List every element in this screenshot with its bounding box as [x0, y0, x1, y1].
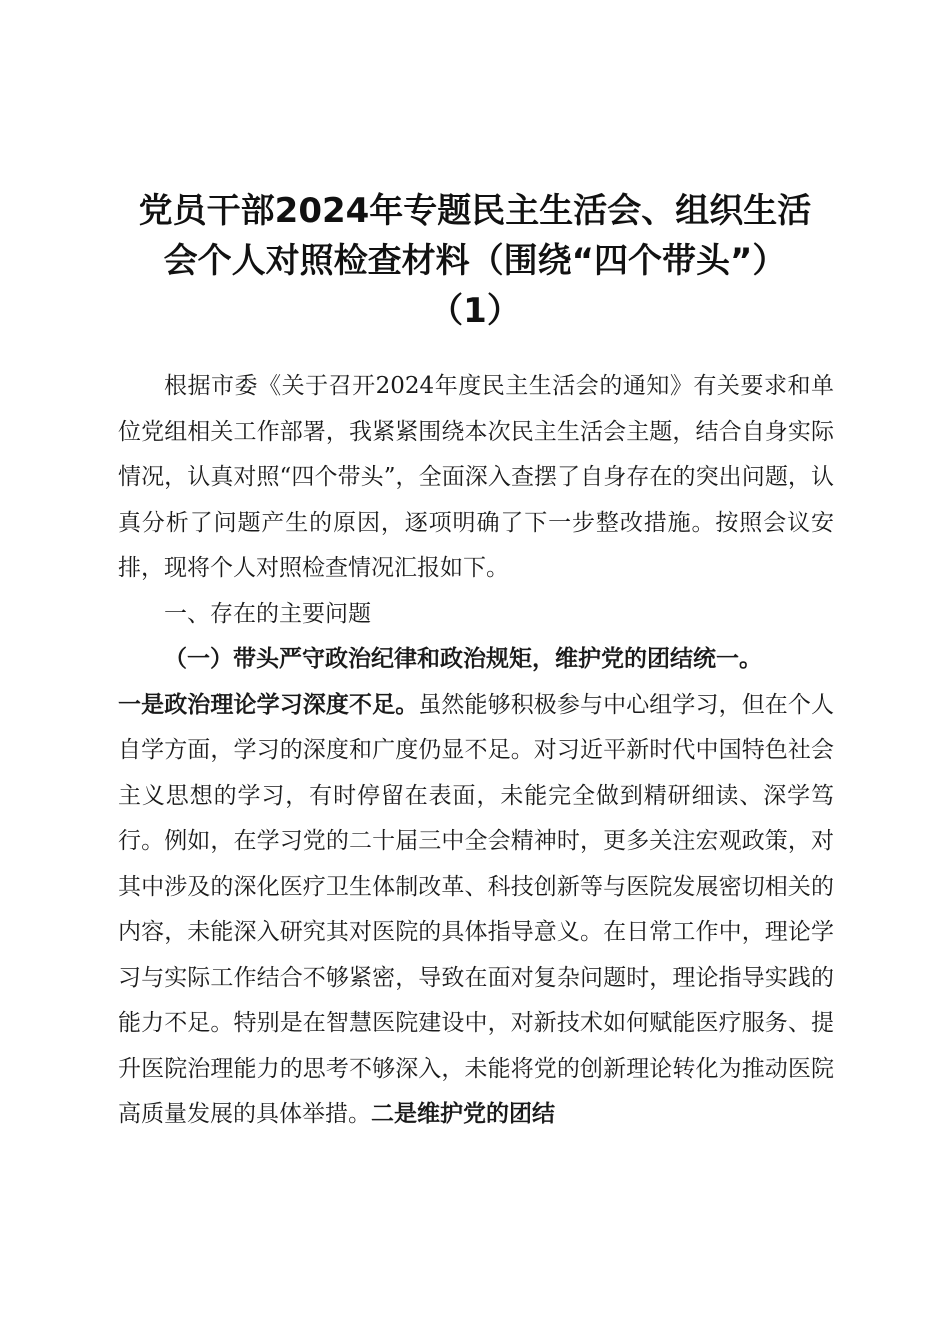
- intro-paragraph: 根据市委《关于召开2024年度民主生活会的通知》有关要求和单位党组相关工作部署，我紧紧围绕本次民主生活会主题，结合自身实际情况，认真对照“四个带头”，全面深入查摆了自身存在的突出问题，认真分析了问题产生的原因，逐项明确了下一步整改措施。按照会议安排，现将个人对照检查情况汇报如下。: [118, 373, 834, 581]
- point-1-paragraph: [118, 683, 834, 1138]
- title-line-2: 会个人对照检查材料（围绕“四个带头”）: [163, 241, 787, 281]
- section-heading-problems: 一、存在的主要问题: [164, 600, 371, 627]
- title-line-1: 党员干部2024年专题民主生活会、组织生活: [138, 191, 812, 231]
- point-1-lead: 一是政治理论学习深度不足。: [118, 691, 419, 718]
- subsection-heading-1: （一）带头严守政治纪律和政治规矩，维护党的团结统一。: [164, 646, 762, 672]
- title-line-3: （1）: [429, 291, 521, 331]
- document-body: [118, 364, 834, 1138]
- document-title: [110, 186, 840, 336]
- point-1-body: 虽然能够积极参与中心组学习，但在个人自学方面，学习的深度和广度仍显不足。对习近平新时代中国特色社会主义思想的学习，有时停留在表面，未能完全做到精研细读、深学笃行。例如，在学习党的二十届三中全会精神时，更多关注宏观政策，对其中涉及的深化医疗卫生体制改革、科技创新等与医院发展密切相关的内容，未能深入研究其对医院的具体指导意义。在日常工作中，理论学习与实际工作结合不够紧密，导致在面对复杂问题时，理论指导实践的能力不足。特别是在智慧医院建设中，对新技术如何赋能医疗服务、提升医院治理能力的思考不够深入，未能将党的创新理论转化为推动医院高质量发展的具体举措。: [118, 691, 835, 1127]
- point-2-lead: 二是维护党的团结: [371, 1101, 555, 1127]
